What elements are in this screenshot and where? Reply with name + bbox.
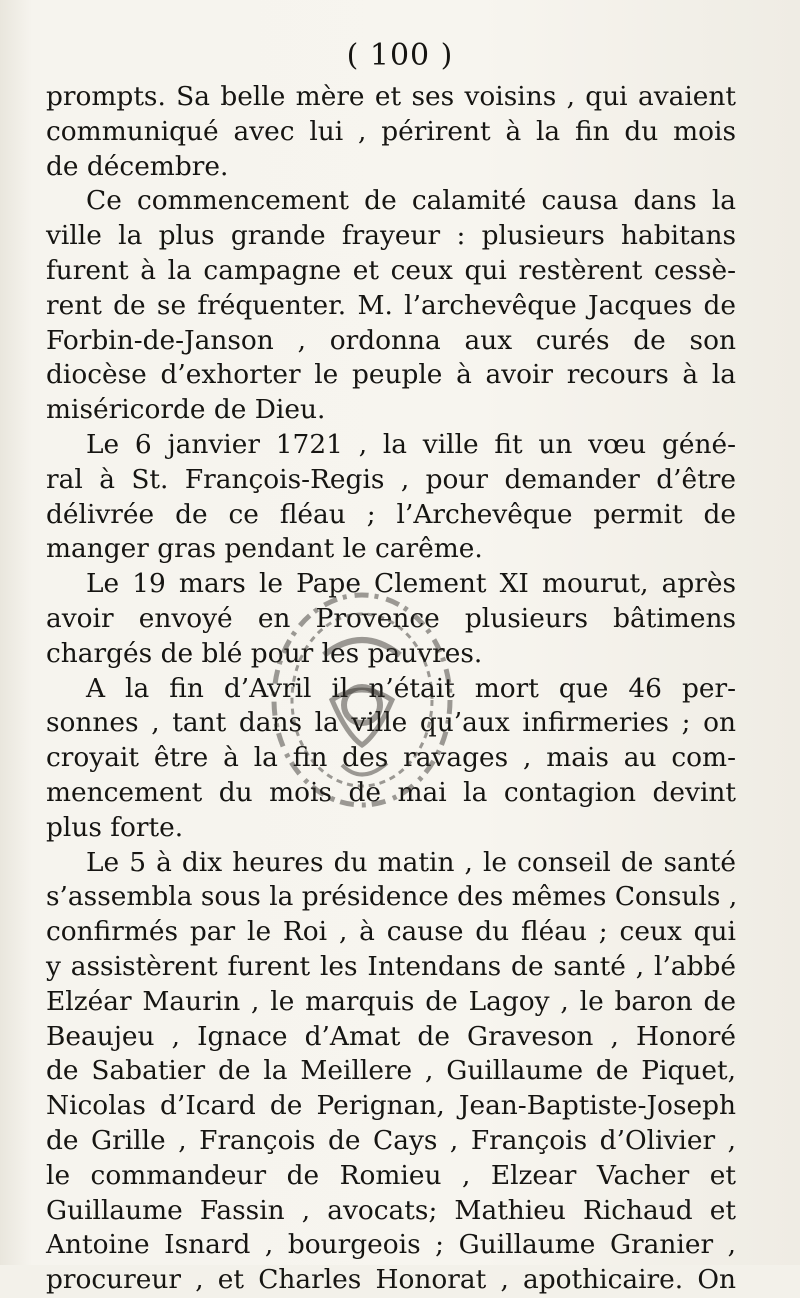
text-line: sonnes , tant dans la ville qu’aux infirmeries ; on xyxy=(46,707,736,739)
text-line: de décembre. xyxy=(46,150,229,182)
text-line: ral à St. François-Regis , pour demander d’être xyxy=(46,463,736,495)
text-line: prompts. Sa belle mère et ses voisins , qui avaient xyxy=(46,81,736,112)
text-line: le commandeur de Romieu , Elzear Vacher et xyxy=(46,1159,736,1191)
text-line: Elzéar Maurin , le marquis de Lagoy , le baron de xyxy=(46,985,736,1017)
text-line: Antoine Isnard , bourgeois ; Guillaume Granier , xyxy=(46,1229,736,1261)
body-text xyxy=(46,80,736,1298)
text-line: croyait être à la fin des ravages , mais au com- xyxy=(46,742,736,774)
text-line: plus forte. xyxy=(46,811,184,843)
text-line: Beaujeu , Ignace d’Amat de Graveson , Honoré xyxy=(46,1020,736,1052)
text-line: Forbin-de-Janson , ordonna aux curés de son xyxy=(46,324,736,356)
text-line: furent à la campagne et ceux qui restèrent cessè- xyxy=(46,254,736,286)
text-line: miséricorde de Dieu. xyxy=(46,394,326,426)
page-number: ( 100 ) xyxy=(346,38,454,73)
text-line: s’assembla sous la présidence des mêmes Consuls , xyxy=(46,881,738,913)
text-line: diocèse d’exhorter le peuple à avoir recours à la xyxy=(46,359,736,391)
text-line: mencement du mois de mai la contagion devint xyxy=(46,776,736,808)
text-line: Le 19 mars le Pape Clement XI mourut, après xyxy=(86,568,736,600)
text-line: communiqué avec lui , périrent à la fin du mois xyxy=(46,115,736,147)
text-line: ville la plus grande frayeur : plusieurs habitans xyxy=(46,220,736,252)
text-line: Le 6 janvier 1721 , la ville fit un vœu géné- xyxy=(86,428,736,460)
text-line: confirmés par le Roi , à cause du fléau ; ceux qui xyxy=(46,916,736,948)
text-line: Le 5 à dix heures du matin , le conseil de santé xyxy=(86,846,736,878)
text-line: Guillaume Fassin , avocats; Mathieu Richaud et xyxy=(46,1194,736,1226)
text-line: procureur , et Charles Honorat , apothicaire. On xyxy=(46,1264,736,1296)
text-line: y assistèrent furent les Intendans de santé , l’abbé xyxy=(46,950,736,982)
text-line: délivrée de ce fléau ; l’Archevêque permit de xyxy=(46,498,736,530)
text-line: Nicolas d’Icard de Perignan, Jean-Baptiste-Joseph xyxy=(46,1090,736,1122)
text-line: Ce commencement de calamité causa dans la xyxy=(86,185,736,217)
text-line: avoir envoyé en Provence plusieurs bâtimens xyxy=(46,602,736,634)
text-line: chargés de blé pour les pauvres. xyxy=(46,637,483,669)
text-line: A la fin d’Avril il n’était mort que 46 per- xyxy=(86,672,736,704)
text-line: manger gras pendant le carême. xyxy=(46,533,483,565)
text-line: rent de se fréquenter. M. l’archevêque Jacques de xyxy=(46,289,736,321)
text-line: de Sabatier de la Meillere , Guillaume de Piquet, xyxy=(46,1055,736,1087)
text-line: de Grille , François de Cays , François d’Olivier , xyxy=(46,1124,736,1156)
